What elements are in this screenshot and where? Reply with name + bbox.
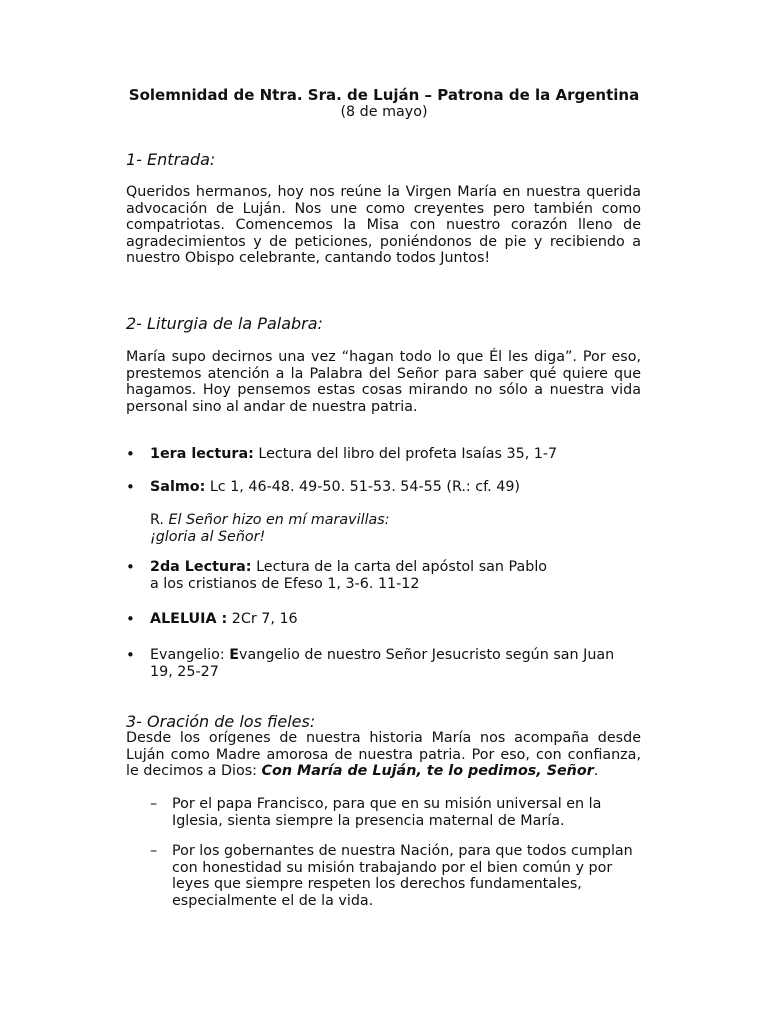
reading-text: Lc 1, 46-48. 49-50. 51-53. 54-55 (R.: cf. 49) xyxy=(205,479,521,495)
paragraph-line: María supo decirnos una vez “hagan todo lo que Él les diga”. Por eso, xyxy=(126,349,641,365)
petition-line: Iglesia, sienta siempre la presencia maternal de María. xyxy=(172,812,565,829)
paragraph-line: prestemos atención a la Palabra del Señor para saber qué quiere que xyxy=(126,365,641,382)
psalm-response-line: ¡gloria al Señor! xyxy=(150,528,266,545)
paragraph-line: Desde los orígenes de nuestra historia María nos acompaña desde xyxy=(126,730,641,746)
reading-label: Salmo: xyxy=(150,479,206,495)
dash-icon: – xyxy=(150,843,158,859)
bullet-icon: • xyxy=(126,558,135,576)
reading-text: vangelio de nuestro Señor Jesucristo según san Juan xyxy=(239,647,615,663)
bullet-icon: • xyxy=(126,478,135,496)
bullet-icon: • xyxy=(126,445,135,463)
dash-icon: – xyxy=(150,796,158,812)
petition-line: Por el papa Francisco, para que en su misión universal en la xyxy=(172,796,602,812)
psalm-response-prefix: R. xyxy=(150,512,169,528)
reading-text: 2Cr 7, 16 xyxy=(227,611,298,627)
reading-text-line2: 19, 25-27 xyxy=(150,663,219,680)
bullet-icon: • xyxy=(126,646,135,664)
paragraph-line: compatriotas. Comencemos la Misa con nuestro corazón lleno de xyxy=(126,217,641,233)
psalm-response-line: El Señor hizo en mí maravillas: xyxy=(168,512,390,528)
reading-text-line2: a los cristianos de Efeso 1, 3-6. 11-12 xyxy=(150,575,420,592)
section-heading-oracion: 3- Oración de los fieles: xyxy=(126,712,316,731)
paragraph-entrada xyxy=(126,184,641,267)
petition-line: especialmente el de la vida. xyxy=(172,892,374,909)
petition-line: Por los gobernantes de nuestra Nación, para que todos cumplan xyxy=(172,843,633,859)
document-title: Solemnidad de Ntra. Sra. de Luján – Patrona de la Argentina xyxy=(128,86,640,104)
petition-line: leyes que siempre respeten los derechos fundamentales, xyxy=(172,876,582,892)
paragraph-line: nuestro Obispo celebrante, cantando todos Juntos! xyxy=(126,250,491,266)
paragraph-line xyxy=(126,763,641,780)
bullet-icon: • xyxy=(126,610,135,628)
paragraph-line: agradecimientos y de peticiones, poniéndonos de pie y recibiendo a xyxy=(126,233,641,250)
paragraph-line: Luján como Madre amorosa de nuestra patria. Por eso, con confianza, xyxy=(126,746,641,763)
prayer-response: Con María de Luján, te lo pedimos, Señor xyxy=(261,763,594,779)
prayer-intro: le decimos a Dios: xyxy=(126,763,262,779)
paragraph-oracion xyxy=(126,730,641,780)
reading-text: Lectura de la carta del apóstol san Pablo xyxy=(251,559,548,575)
reading-label: ALELUIA : xyxy=(150,611,228,627)
petition-line: con honestidad su misión trabajando por el bien común y por xyxy=(172,859,613,876)
section-heading-liturgia: 2- Liturgia de la Palabra: xyxy=(126,314,323,333)
section-heading-entrada: 1- Entrada: xyxy=(126,150,216,169)
reading-label: 1era lectura: xyxy=(150,446,254,462)
reading-text: Lectura del libro del profeta Isaías 35, 1-7 xyxy=(253,446,558,462)
prayer-period: . xyxy=(593,763,599,779)
paragraph-line: Queridos hermanos, hoy nos reúne la Virgen María en nuestra querida xyxy=(126,184,641,200)
paragraph-line: hagamos. Hoy pensemos estas cosas mirando no sólo a nuestra vida xyxy=(126,382,641,398)
paragraph-liturgia xyxy=(126,349,641,415)
paragraph-line: personal sino al andar de nuestra patria. xyxy=(126,398,418,415)
reading-label: Evangelio: xyxy=(150,647,230,663)
document-date: (8 de mayo) xyxy=(340,104,428,120)
reading-initial: E xyxy=(229,647,240,663)
reading-label: 2da Lectura: xyxy=(150,559,252,575)
paragraph-line: advocación de Luján. Nos une como creyentes pero también como xyxy=(126,200,641,217)
